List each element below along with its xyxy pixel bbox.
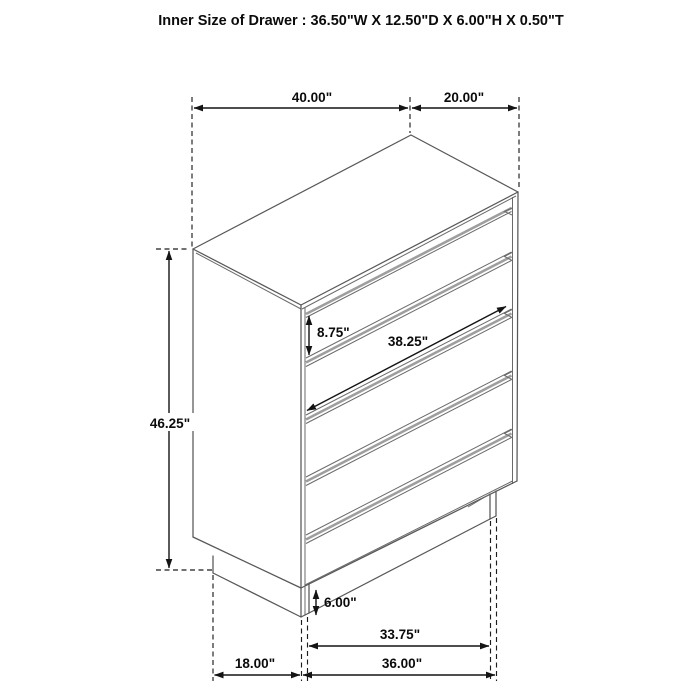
dim-label-overall-width: 40.00" bbox=[291, 90, 333, 105]
page-title: Inner Size of Drawer : 36.50"W X 12.50"D X 6.00"H X 0.50"T bbox=[158, 13, 564, 29]
dim-overall-depth bbox=[412, 90, 517, 108]
drawer-gap-3 bbox=[306, 371, 512, 486]
drawer-gap-1 bbox=[306, 252, 512, 367]
dimension-annotations bbox=[145, 90, 517, 675]
dim-label-drawer-width: 38.25" bbox=[387, 334, 429, 349]
chest-right-edge bbox=[513, 192, 519, 484]
dim-label-overall-height: 46.25" bbox=[149, 416, 191, 431]
extension-lines bbox=[156, 97, 519, 681]
dim-label-front-base-span: 33.75" bbox=[379, 627, 421, 642]
dim-leg-height bbox=[316, 590, 357, 615]
dim-label-overall-depth: 20.00" bbox=[443, 90, 485, 105]
chest-top-face bbox=[193, 135, 518, 309]
dim-base-depth bbox=[215, 656, 301, 675]
chest-drawing bbox=[193, 135, 518, 617]
dim-overall-width bbox=[194, 90, 408, 108]
dim-label-top-drawer-height: 8.75" bbox=[317, 325, 350, 340]
dim-overall-height bbox=[145, 251, 195, 568]
drawer-top-reveal bbox=[306, 208, 512, 318]
dim-front-base-span bbox=[309, 627, 489, 646]
drawer-gap-4 bbox=[306, 429, 512, 544]
dim-label-base-depth: 18.00" bbox=[234, 656, 276, 671]
dim-label-base-width: 36.00" bbox=[381, 656, 423, 671]
chest-left-side-panel bbox=[193, 249, 305, 588]
dim-label-leg-height: 6.00" bbox=[324, 595, 357, 610]
dim-base-width bbox=[303, 656, 495, 675]
